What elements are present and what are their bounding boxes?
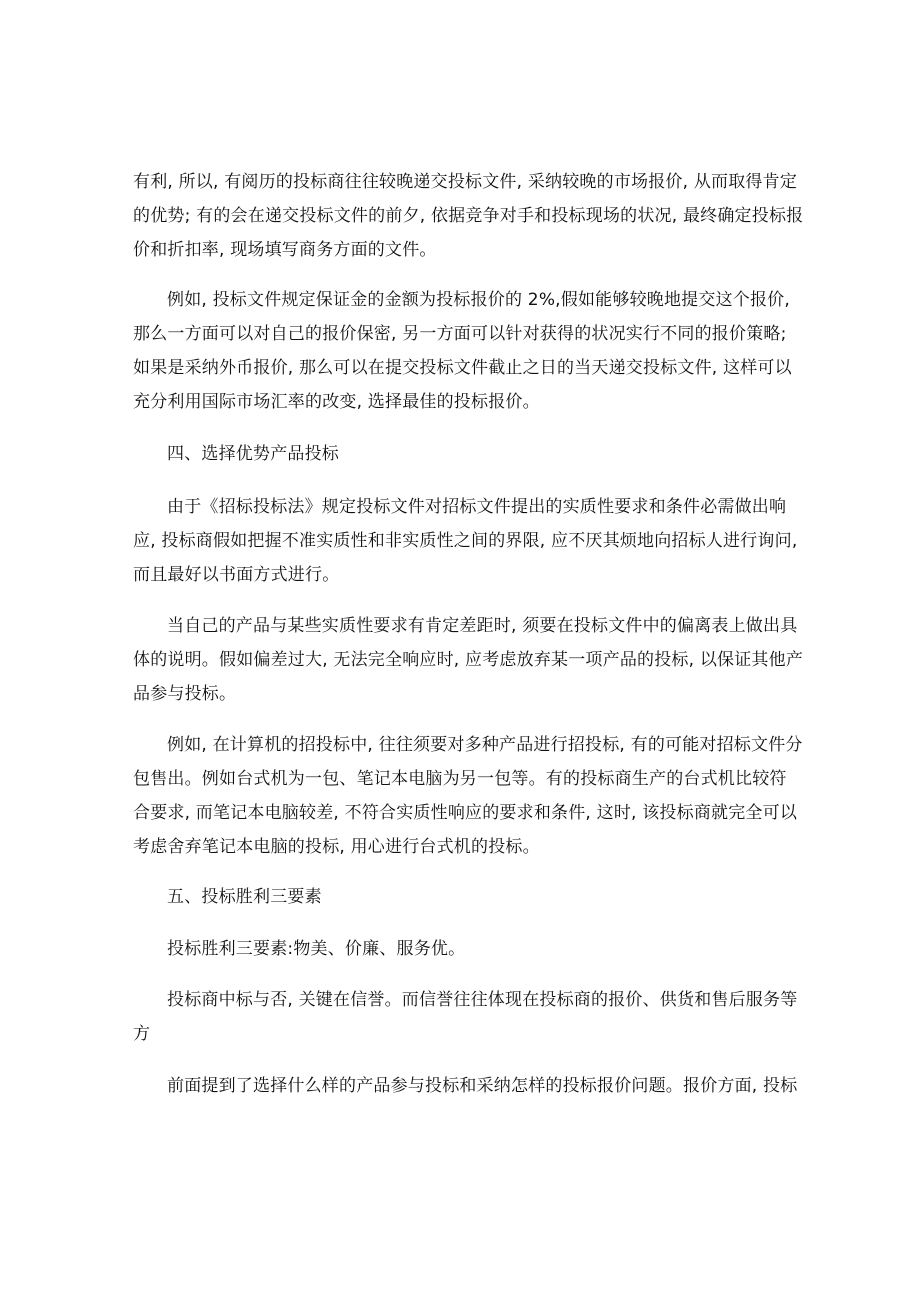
text-line: 如果是采纳外币报价, 那么可以在提交投标文件截止之日的当天递交投标文件, 这样可以	[133, 358, 792, 378]
text-line: 例如, 投标文件规定保证金的金额为投标报价的 2%,假如能够较晚地提交这个报价,	[167, 290, 790, 310]
text-line: 应, 投标商假如把握不准实质性和非实质性之间的界限, 应不厌其烦地向招标人进行询问,	[133, 531, 798, 551]
text-line: 充分利用国际市场汇率的改变, 选择最佳的投标报价。	[133, 392, 540, 412]
text-line: 方	[133, 1024, 151, 1044]
paragraph-pricing	[133, 1069, 798, 1103]
section-heading-text: 五、投标胜利三要素	[167, 887, 322, 907]
paragraph-submission-timing	[133, 165, 804, 267]
text-line: 投标胜利三要素:物美、价廉、服务优。	[167, 939, 466, 959]
text-line: 当自己的产品与某些实质性要求有肯定差距时, 须要在投标文件中的偏离表上做出具	[167, 616, 798, 636]
text-line: 体的说明。假如偏差过大, 无法完全响应时, 应考虑放弃某一项产品的投标, 以保证其他产	[133, 650, 804, 670]
text-line: 投标商中标与否, 关键在信誉。而信誉往往体现在投标商的报价、供货和售后服务等	[167, 990, 798, 1010]
text-line: 前面提到了选择什么样的产品参与投标和采纳怎样的投标报价问题。报价方面, 投标	[167, 1076, 798, 1096]
paragraph-deposit-example	[133, 283, 793, 419]
section-heading-5	[133, 880, 793, 914]
text-line: 的优势; 有的会在递交投标文件的前夕, 依据竞争对手和投标现场的状况, 最终确定投标报	[133, 206, 804, 226]
section-heading-4	[133, 437, 793, 471]
section-heading-text: 四、选择优势产品投标	[167, 444, 339, 464]
paragraph-deviation-table	[133, 609, 804, 711]
text-line: 考虑舍弃笔记本电脑的投标, 用心进行台式机的投标。	[133, 837, 540, 857]
text-line: 例如, 在计算机的招投标中, 往往须要对多种产品进行招投标, 有的可能对招标文件分	[167, 735, 803, 755]
text-line: 合要求, 而笔记本电脑较差, 不符合实质性响应的要求和条件, 这时, 该投标商就完全可以	[133, 803, 798, 823]
text-line: 那么一方面可以对自己的报价保密, 另一方面可以针对获得的状况实行不同的报价策略;	[133, 324, 787, 344]
paragraph-three-elements	[133, 932, 793, 966]
text-line: 由于《招标投标法》规定投标文件对招标文件提出的实质性要求和条件必需做出响	[167, 497, 787, 517]
text-line: 而且最好以书面方式进行。	[133, 565, 340, 585]
text-line: 品参与投标。	[133, 684, 237, 704]
paragraph-bidding-law	[133, 490, 798, 592]
text-line: 价和折扣率, 现场填写商务方面的文件。	[133, 240, 437, 260]
paragraph-reputation	[133, 983, 798, 1051]
paragraph-computer-example	[133, 728, 803, 864]
text-line: 有利, 所以, 有阅历的投标商往往较晚递交投标文件, 采纳较晚的市场报价, 从而取得肯定	[133, 172, 798, 192]
text-line: 包售出。例如台式机为一包、笔记本电脑为另一包等。有的投标商生产的台式机比较符	[133, 769, 787, 789]
